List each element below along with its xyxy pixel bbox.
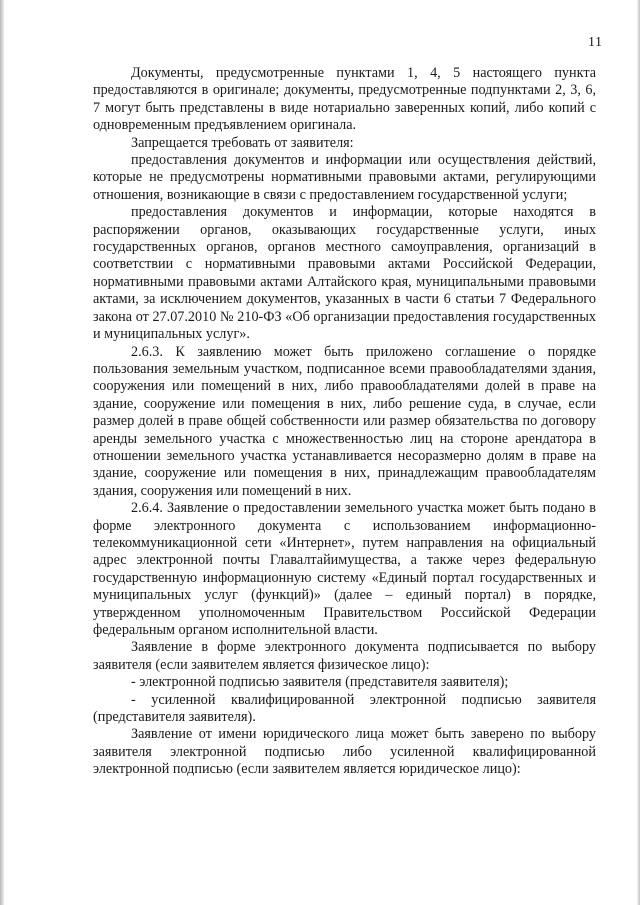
scan-edge-left: [0, 0, 4, 905]
list-item-electronic-signature: - электронной подписью заявителя (представителя заявителя);: [131, 674, 509, 691]
paragraph-prohibition-documents: предоставления документов и информации, которые находятся в распоряжении органов, оказывающих государственные услуги, иных государственных органов, органов местного самоуправления, организаций в соответствии с нормативными правовыми актами Российской Федерации, нормативными правовыми актами Алтайского края, муниципальными правовыми актами, за исключением документов, указанных в части 6 статьи 7 Федерального закона от 27.07.2010 № 210-ФЗ «Об организации предоставления государственных и муниципальных услуг».: [93, 204, 596, 343]
paragraph-documents-originals: Документы, предусмотренные пунктами 1, 4, 5 настоящего пункта предоставляются в оригинале; документы, предусмотренные подпунктами 2, 3, 6, 7 могут быть представлены в виде нотариально заверенных копий, либо копий с одновременным предъявлением оригинала.: [93, 65, 596, 134]
paragraph-2-6-3: 2.6.3. К заявлению может быть приложено соглашение о порядке пользования земельным участком, подписанное всеми правообладателями здания, сооружения или помещений в них, либо правообладателями долей в праве на здание, сооружение или помещения в них, либо решение суда, в случае, если размер долей в праве общей собственности или размер обязательства по договору аренды земельного участка с множественностью лиц на стороне арендатора в отношении земельного участка устанавливается несоразмерно долям в праве на здание, сооружение или помещения в них, принадлежащим правообладателям здания, сооружения или помещений в них.: [93, 343, 596, 499]
list-item-qualified-signature: - усиленной квалифицированной электронной подписью заявителя (представителя заявителя).: [93, 691, 596, 726]
document-body: [93, 65, 596, 779]
paragraph-prohibition-actions: предоставления документов и информации или осуществления действий, которые не предусмотрены нормативными правовыми актами, регулирующими отношения, возникающие в связи с предоставлением государственной услуги;: [93, 152, 596, 203]
paragraph-electronic-signature-choice: Заявление в форме электронного документа подписывается по выбору заявителя (если заявителем является физическое лицо):: [93, 639, 596, 673]
paragraph-2-6-4: 2.6.4. Заявление о предоставлении земельного участка может быть подано в форме электронного документа с использованием информационно-телекоммуникационной сети «Интернет», путем направления на официальный адрес электронной почты Главалтайимущества, а также через федеральную государственную информационную систему «Единый портал государственных и муниципальных услуг (функций)» (далее – единый портал) в порядке, утвержденном уполномоченным Правительством Российской Федерации федеральным органом исполнительной власти.: [93, 500, 596, 638]
paragraph-prohibition-intro: Запрещается требовать от заявителя:: [131, 134, 354, 151]
paragraph-legal-entity: Заявление от имени юридического лица может быть заверено по выбору заявителя электронной подписью либо усиленной квалифицированной электронной подписью (если заявителем является юридическое лицо):: [93, 726, 596, 778]
page-number: 11: [588, 35, 603, 50]
